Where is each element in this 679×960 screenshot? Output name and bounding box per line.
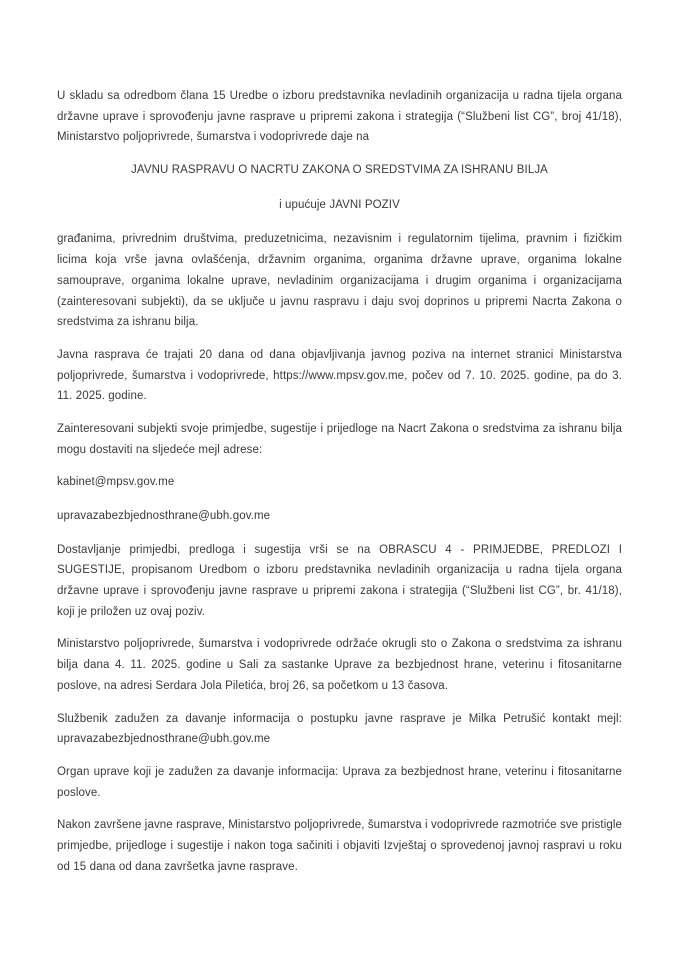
duration-paragraph: Javna rasprava će trajati 20 dana od dana objavljivanja javnog poziva na internet stranici Ministarstva poljoprivrede, šumarstva i vodoprivrede, https://www.mpsv.gov.me, počev od 7. 10. 2025. godine, pa do 3. 11. 2025. godine. — [57, 348, 622, 403]
email-address-2: upravazabezbjednosthrane@ubh.gov.me — [57, 510, 271, 522]
intro-paragraph: U skladu sa odredbom člana 15 Uredbe o izboru predstavnika nevladinih organizacija u radna tijela organa državne uprave i sprovođenju javne rasprave u pripremi zakona i strategija (“Službeni list CG”, broj 41/18), Ministarstvo poljoprivrede, šumarstva i vodoprivrede daje na — [57, 90, 622, 144]
contact-officer-paragraph: Službenik zadužen za davanje informacija o postupku javne rasprave je Milka Petrušić kontakt mejl: upravazabezbjednosthrane@ubh.gov.me — [57, 712, 622, 746]
document-subtitle: i upućuje JAVNI POZIV — [279, 198, 400, 211]
addressees-paragraph: građanima, privrednim društvima, preduzetnicima, nezavisnim i regulatornim tijelima, pravnim i fizičkim licima koja vrše javna ovlašćenja, državnim organima, organima državne uprave, organima lokalne samouprave, organima lokalne uprave, nevladinim organizacijama i drugim organima i organizacijama (zainteresovani subjekti), da se uključe u javnu raspravu i daju svoj doprinos u pripremi Nacrta Zakona o sredstvima za ishranu bilja. — [57, 233, 622, 329]
submission-paragraph: Zainteresovani subjekti svoje primjedbe, sugestije i prijedloge na Nacrt Zakona o sredstvima za ishranu bilja mogu dostaviti na sljedeće mejl adrese: — [57, 422, 622, 456]
email-address-1: kabinet@mpsv.gov.me — [57, 476, 175, 489]
info-organ-paragraph: Organ uprave koji je zadužen za davanje informacija: Uprava za bezbjednost hrane, veterinu i fitosanitarne poslove. — [57, 765, 622, 799]
document-title: JAVNU RASPRAVU O NACRTU ZAKONA O SREDSTVIMA ZA ISHRANU BILJA — [131, 164, 548, 177]
report-paragraph: Nakon završene javne rasprave, Ministarstvo poljoprivrede, šumarstva i vodoprivrede razmotriće sve pristigle primjedbe, prijedloge i sugestije i nakon toga sačiniti i objaviti Izvještaj o sprovedenoj javnoj raspravi u roku od 15 dana od dana završetka javne rasprave. — [57, 819, 622, 873]
roundtable-paragraph: Ministarstvo poljoprivrede, šumarstva i vodoprivrede održaće okrugli sto o Zakona o sredstvima za ishranu bilja dana 4. 11. 2025. godine u Sali za sastanke Uprave za bezbjednost hrane, veterinu i fitosanitarne poslove, na adresi Serdara Jola Piletića, broj 26, sa početkom u 13 časova. — [57, 638, 622, 692]
form-info-paragraph: Dostavljanje primjedbi, predloga i sugestija vrši se na OBRASCU 4 - PRIMJEDBE, PREDLOZI I SUGESTIJE, propisanom Uredbom o izboru predstavnika nevladinih organizacija u radna tijela organa državne uprave i sprovođenju javne rasprave u pripremi zakona i strategija (“Službeni list CG”, br. 41/18), koji je priložen uz ovaj poziv. — [57, 543, 622, 618]
